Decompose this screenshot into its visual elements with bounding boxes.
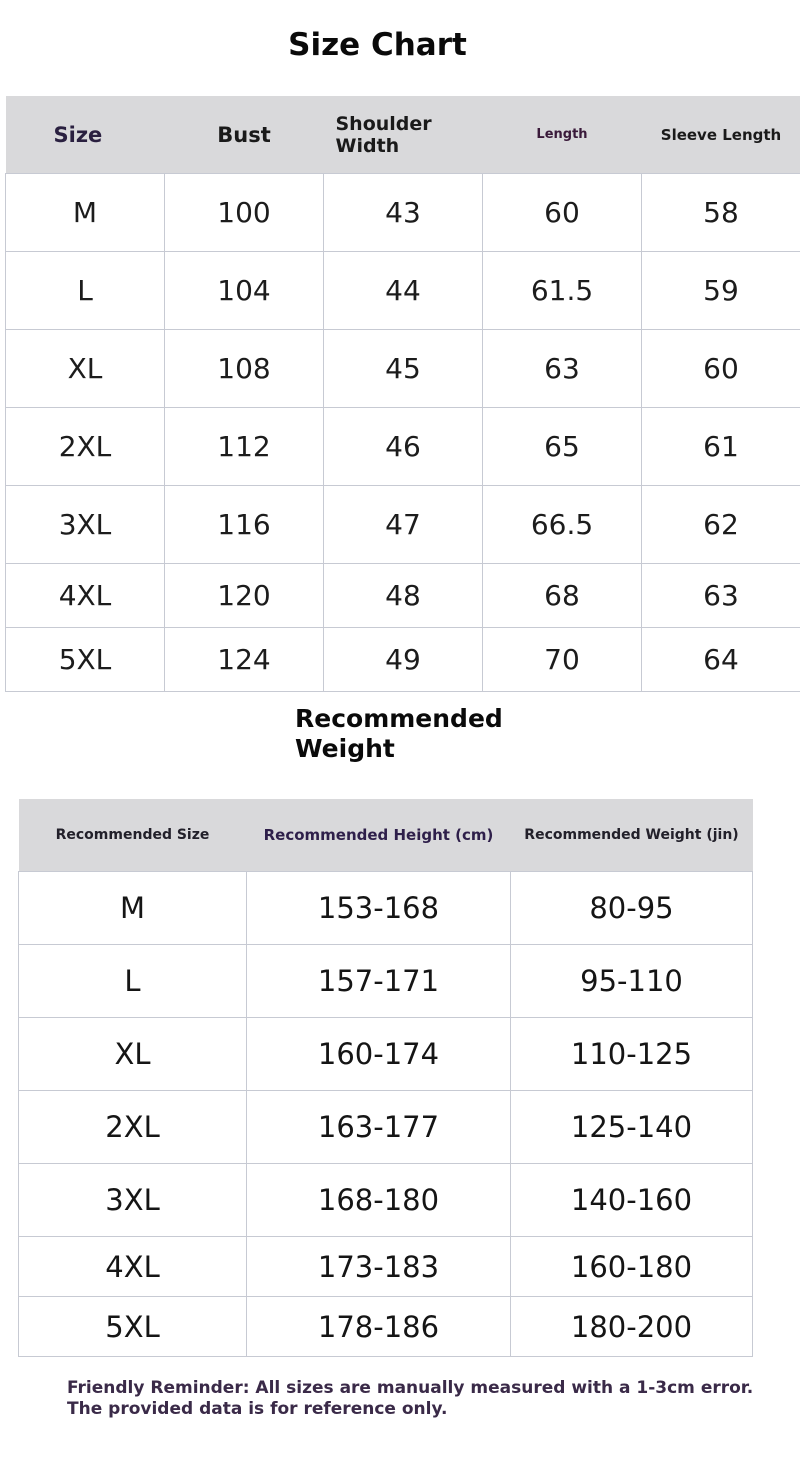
table-row bbox=[6, 330, 800, 408]
section-title-recommended-weight: Recommended Weight bbox=[295, 704, 503, 763]
cell-shoulder-width: 49 bbox=[324, 628, 483, 692]
column-header-length: Length bbox=[483, 96, 642, 174]
table-row bbox=[6, 174, 800, 252]
table-row bbox=[19, 945, 753, 1018]
cell-shoulder-width: 47 bbox=[324, 486, 483, 564]
table-row bbox=[19, 1297, 753, 1357]
table-row bbox=[19, 1018, 753, 1091]
cell-weight: 95-110 bbox=[511, 945, 753, 1018]
column-header-sleeve-length: Sleeve Length bbox=[642, 96, 800, 174]
cell-size: 3XL bbox=[6, 486, 165, 564]
cell-sleeve-length: 58 bbox=[642, 174, 800, 252]
cell-bust: 112 bbox=[165, 408, 324, 486]
cell-height: 160-174 bbox=[247, 1018, 511, 1091]
cell-shoulder-width: 44 bbox=[324, 252, 483, 330]
cell-height: 163-177 bbox=[247, 1091, 511, 1164]
cell-weight: 160-180 bbox=[511, 1237, 753, 1297]
cell-length: 63 bbox=[483, 330, 642, 408]
table-row bbox=[6, 564, 800, 628]
column-header-size: Size bbox=[6, 96, 165, 174]
cell-weight: 125-140 bbox=[511, 1091, 753, 1164]
column-header-recommended-weight: Recommended Weight (jin) bbox=[511, 799, 753, 872]
cell-length: 65 bbox=[483, 408, 642, 486]
column-header-recommended-height: Recommended Height (cm) bbox=[247, 799, 511, 872]
cell-weight: 180-200 bbox=[511, 1297, 753, 1357]
cell-bust: 108 bbox=[165, 330, 324, 408]
cell-bust: 124 bbox=[165, 628, 324, 692]
cell-sleeve-length: 62 bbox=[642, 486, 800, 564]
size-chart-table bbox=[5, 96, 800, 692]
cell-length: 66.5 bbox=[483, 486, 642, 564]
recommendation-header-row bbox=[19, 799, 753, 872]
cell-height: 178-186 bbox=[247, 1297, 511, 1357]
cell-weight: 80-95 bbox=[511, 872, 753, 945]
column-header-shoulder-width: Shoulder Width bbox=[324, 96, 483, 174]
table-row bbox=[6, 628, 800, 692]
cell-height: 153-168 bbox=[247, 872, 511, 945]
cell-size: 3XL bbox=[19, 1164, 247, 1237]
recommendation-table bbox=[18, 799, 753, 1357]
size-table-header-row bbox=[6, 96, 800, 174]
table-row bbox=[19, 1237, 753, 1297]
cell-size: 5XL bbox=[19, 1297, 247, 1357]
cell-size: 2XL bbox=[19, 1091, 247, 1164]
cell-weight: 140-160 bbox=[511, 1164, 753, 1237]
cell-size: L bbox=[6, 252, 165, 330]
table-row bbox=[6, 408, 800, 486]
cell-size: M bbox=[6, 174, 165, 252]
cell-size: L bbox=[19, 945, 247, 1018]
cell-shoulder-width: 46 bbox=[324, 408, 483, 486]
cell-size: XL bbox=[19, 1018, 247, 1091]
cell-size: 4XL bbox=[6, 564, 165, 628]
cell-bust: 100 bbox=[165, 174, 324, 252]
cell-size: M bbox=[19, 872, 247, 945]
cell-bust: 116 bbox=[165, 486, 324, 564]
cell-shoulder-width: 48 bbox=[324, 564, 483, 628]
table-row bbox=[19, 1091, 753, 1164]
cell-size: 4XL bbox=[19, 1237, 247, 1297]
cell-weight: 110-125 bbox=[511, 1018, 753, 1091]
cell-height: 173-183 bbox=[247, 1237, 511, 1297]
cell-sleeve-length: 64 bbox=[642, 628, 800, 692]
table-row bbox=[6, 486, 800, 564]
table-row bbox=[19, 1164, 753, 1237]
cell-length: 70 bbox=[483, 628, 642, 692]
page-title: Size Chart bbox=[288, 27, 467, 63]
cell-shoulder-width: 43 bbox=[324, 174, 483, 252]
cell-size: XL bbox=[6, 330, 165, 408]
cell-length: 68 bbox=[483, 564, 642, 628]
cell-length: 61.5 bbox=[483, 252, 642, 330]
cell-length: 60 bbox=[483, 174, 642, 252]
column-header-recommended-size: Recommended Size bbox=[19, 799, 247, 872]
column-header-bust: Bust bbox=[165, 96, 324, 174]
cell-size: 5XL bbox=[6, 628, 165, 692]
friendly-reminder-note: Friendly Reminder: All sizes are manually measured with a 1-3cm error. The provided data is for reference only. bbox=[67, 1378, 754, 1419]
cell-sleeve-length: 63 bbox=[642, 564, 800, 628]
cell-height: 157-171 bbox=[247, 945, 511, 1018]
cell-bust: 120 bbox=[165, 564, 324, 628]
cell-size: 2XL bbox=[6, 408, 165, 486]
cell-sleeve-length: 60 bbox=[642, 330, 800, 408]
table-row bbox=[19, 872, 753, 945]
cell-shoulder-width: 45 bbox=[324, 330, 483, 408]
cell-sleeve-length: 61 bbox=[642, 408, 800, 486]
table-row bbox=[6, 252, 800, 330]
cell-bust: 104 bbox=[165, 252, 324, 330]
cell-sleeve-length: 59 bbox=[642, 252, 800, 330]
cell-height: 168-180 bbox=[247, 1164, 511, 1237]
